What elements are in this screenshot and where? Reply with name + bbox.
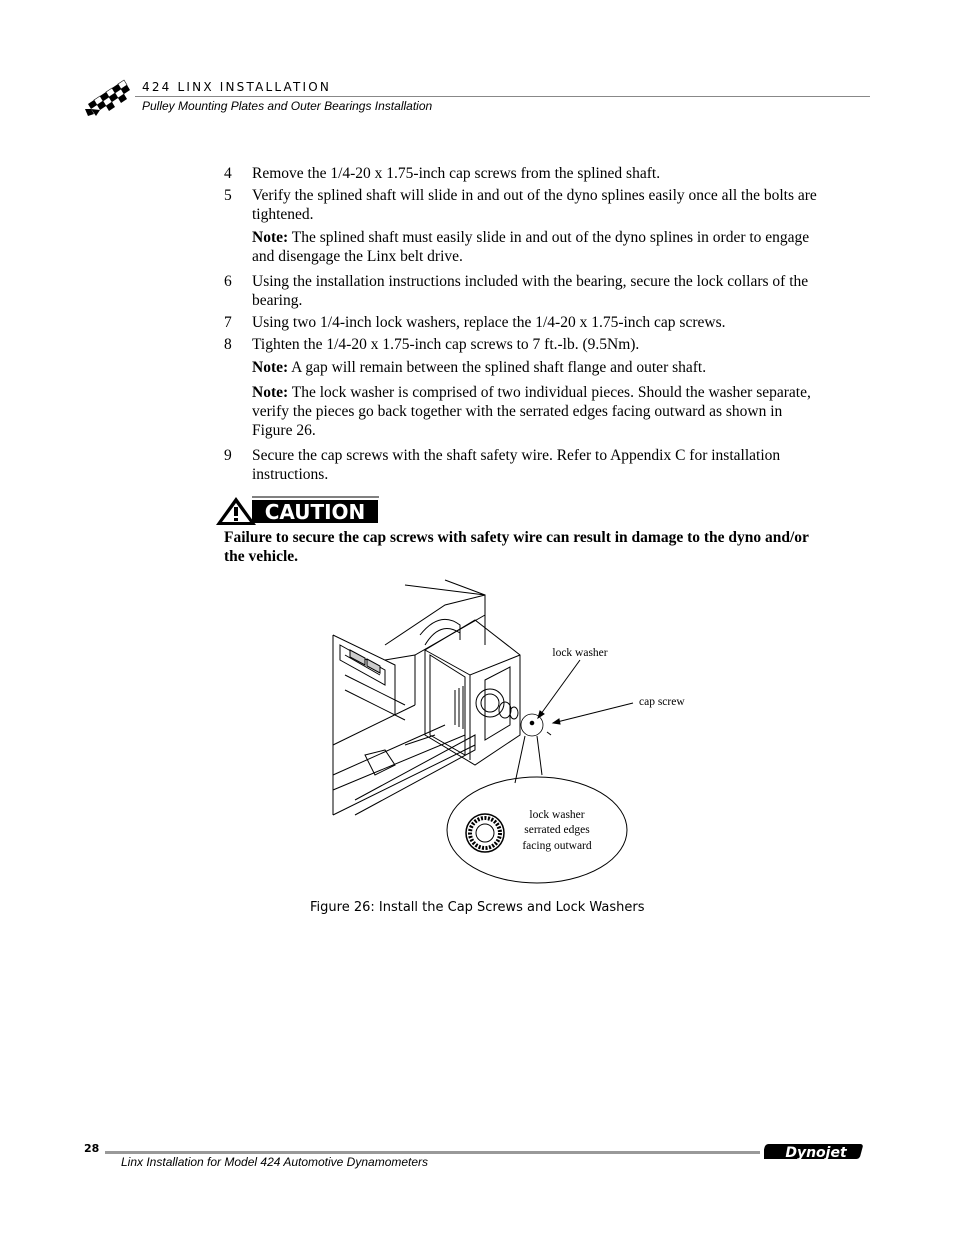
header-subtitle: Pulley Mounting Plates and Outer Bearings Installation (142, 99, 433, 113)
page-number: 28 (84, 1142, 100, 1155)
step-9 (224, 446, 824, 484)
figure-26-illustration (325, 575, 705, 890)
label-detail-3: facing outward (522, 840, 592, 852)
note-text: A gap will remain between the splined shaft flange and outer shaft. (288, 359, 707, 376)
note (224, 383, 824, 440)
note (224, 228, 824, 266)
step-text: Remove the 1/4-20 x 1.75-inch cap screws from the splined shaft. (252, 165, 661, 182)
logo-text: Dynojet (785, 1145, 847, 1161)
footer-divider (105, 1151, 760, 1154)
step-4 (224, 164, 824, 183)
step-5 (224, 186, 824, 224)
note-label: Note: (252, 384, 289, 401)
step-number: 9 (224, 447, 232, 464)
note-text: The lock washer is comprised of two individual pieces. Should the washer separate, verify the pieces go back together with the serrated edges facing outward as shown in Figure 26. (252, 384, 811, 439)
caution-text: Failure to secure the cap screws with safety wire can result in damage to the dyno and/or the vehicle. (224, 529, 809, 565)
header-title: 424 LINX INSTALLATION (142, 80, 332, 94)
step-text: Secure the cap screws with the shaft safety wire. Refer to Appendix C for installation instructions. (252, 447, 781, 483)
note-text: The splined shaft must easily slide in and out of the dyno splines in order to engage and disengage the Linx belt drive. (252, 229, 810, 265)
cap-screw-leader (553, 703, 633, 723)
note (224, 358, 824, 377)
label-lock-washer: lock washer (552, 647, 608, 659)
step-7 (224, 313, 824, 332)
step-6 (224, 272, 824, 310)
header-divider (135, 96, 870, 97)
step-text: Tighten the 1/4-20 x 1.75-inch cap screws to 7 ft.-lb. (9.5Nm). (252, 336, 640, 353)
footer-text: Linx Installation for Model 424 Automotive Dynamometers (121, 1155, 429, 1169)
label-detail-2: serrated edges (524, 824, 590, 836)
instruction-steps (224, 164, 824, 487)
step-text: Using the installation instructions included with the bearing, secure the lock collars of the bearing. (252, 273, 809, 309)
label-cap-screw: cap screw (639, 696, 685, 708)
caution-label: CAUTION (264, 500, 366, 524)
checkered-flag-icon (82, 76, 134, 118)
step-number: 6 (224, 273, 232, 290)
step-number: 8 (224, 336, 232, 353)
step-8 (224, 335, 824, 354)
lock-washer-leader (538, 660, 580, 718)
step-text: Verify the splined shaft will slide in and out of the dyno splines easily once all the bolts are tightened. (252, 187, 817, 223)
figure-caption: Figure 26: Install the Cap Screws and Lock Washers (310, 900, 645, 915)
dynojet-logo (764, 1142, 868, 1162)
note-label: Note: (252, 359, 289, 376)
step-number: 7 (224, 314, 232, 331)
step-number: 4 (224, 165, 232, 182)
step-number: 5 (224, 187, 232, 204)
label-detail-1: lock washer (529, 809, 585, 821)
step-text: Using two 1/4-inch lock washers, replace the 1/4-20 x 1.75-inch cap screws. (252, 314, 726, 331)
caution-banner (214, 495, 380, 527)
note-label: Note: (252, 229, 289, 246)
